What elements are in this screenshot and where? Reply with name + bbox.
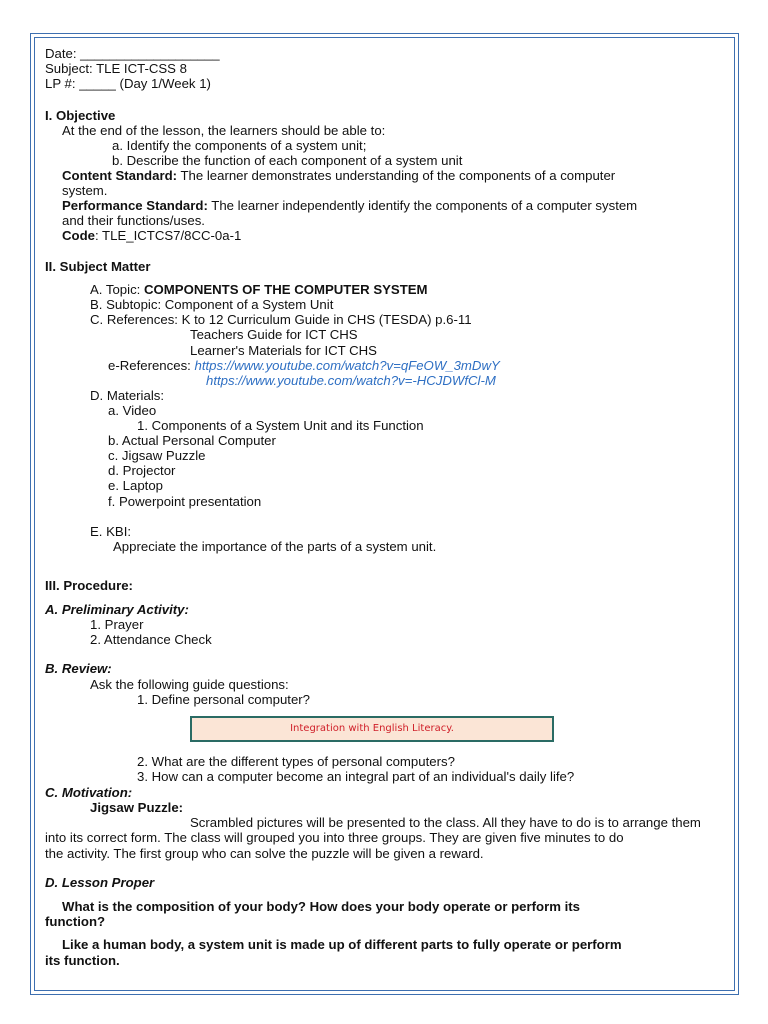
- reference-item: Learner's Materials for ICT CHS: [190, 343, 377, 358]
- e-references-label: e-References:: [108, 358, 195, 373]
- content-standard-label: Content Standard:: [62, 168, 178, 183]
- performance-standard-label: Performance Standard:: [62, 198, 208, 213]
- material-item: b. Actual Personal Computer: [108, 433, 276, 448]
- material-subitem: 1. Components of a System Unit and its Function: [137, 418, 424, 433]
- lesson-question: What is the composition of your body? How does your body operate or perform its: [62, 899, 581, 914]
- objective-item: b. Describe the function of each component of a system unit: [112, 153, 463, 168]
- lesson-statement-cont: its function.: [45, 953, 120, 968]
- subject-line: Subject: TLE ICT-CSS 8: [45, 61, 187, 76]
- date-line: Date: ___________________: [45, 46, 220, 61]
- integration-note-box: Integration with English Literacy.: [190, 716, 554, 742]
- motivation-text: the activity. The first group who can solve the puzzle will be given a reward.: [45, 846, 484, 861]
- code-label: Code: [62, 228, 95, 243]
- lesson-proper-heading: D. Lesson Proper: [45, 875, 155, 890]
- preliminary-heading: A. Preliminary Activity:: [45, 602, 189, 617]
- jigsaw-label: Jigsaw Puzzle:: [90, 800, 184, 815]
- subject-matter-heading: II. Subject Matter: [45, 259, 151, 274]
- references-line: C. References: K to 12 Curriculum Guide in CHS (TESDA) p.6-11: [90, 312, 472, 327]
- objective-item: a. Identify the components of a system unit;: [112, 138, 367, 153]
- review-intro: Ask the following guide questions:: [90, 677, 289, 692]
- e-references-line: [108, 358, 500, 373]
- procedure-heading: III. Procedure:: [45, 578, 133, 593]
- material-item: f. Powerpoint presentation: [108, 494, 262, 509]
- material-item: e. Laptop: [108, 478, 163, 493]
- preliminary-item: 1. Prayer: [90, 617, 144, 632]
- topic-label: A. Topic:: [90, 282, 144, 297]
- code-line: [62, 228, 241, 243]
- review-question: 2. What are the different types of personal computers?: [137, 754, 455, 769]
- motivation-text: Scrambled pictures will be presented to the class. All they have to do is to arrange them: [190, 815, 701, 830]
- objective-heading: I. Objective: [45, 108, 116, 123]
- lesson-question-cont: function?: [45, 914, 106, 929]
- kbi-text: Appreciate the importance of the parts of a system unit.: [113, 539, 437, 554]
- code-text: : TLE_ICTCS7/8CC-0a-1: [94, 228, 242, 243]
- content-standard-cont: system.: [62, 183, 108, 198]
- material-item: d. Projector: [108, 463, 176, 478]
- performance-standard: [62, 198, 637, 213]
- topic-line: [90, 282, 428, 297]
- motivation-heading: C. Motivation:: [45, 785, 133, 800]
- kbi-label: E. KBI:: [90, 524, 132, 539]
- materials-label: D. Materials:: [90, 388, 165, 403]
- review-question: 3. How can a computer become an integral part of an individual's daily life?: [137, 769, 575, 784]
- reference-item: Teachers Guide for ICT CHS: [190, 327, 358, 342]
- e-reference-link[interactable]: https://www.youtube.com/watch?v=qFeOW_3mDwY: [194, 358, 500, 373]
- lp-line: LP #: _____ (Day 1/Week 1): [45, 76, 211, 91]
- objective-intro: At the end of the lesson, the learners should be able to:: [62, 123, 386, 138]
- subtopic-line: B. Subtopic: Component of a System Unit: [90, 297, 334, 312]
- e-reference-link[interactable]: https://www.youtube.com/watch?v=-HCJDWfCl-M: [206, 373, 496, 388]
- material-item: a. Video: [108, 403, 157, 418]
- material-item: c. Jigsaw Puzzle: [108, 448, 206, 463]
- content-standard: [62, 168, 615, 183]
- review-question: 1. Define personal computer?: [137, 692, 311, 707]
- motivation-text: into its correct form. The class will grouped you into three groups. They are given five minutes to do: [45, 830, 624, 845]
- content-standard-text: The learner demonstrates understanding of the components of a computer: [177, 168, 616, 183]
- preliminary-item: 2. Attendance Check: [90, 632, 212, 647]
- lesson-statement: Like a human body, a system unit is made up of different parts to fully operate or perform: [62, 937, 622, 952]
- performance-standard-cont: and their functions/uses.: [62, 213, 205, 228]
- review-heading: B. Review:: [45, 661, 112, 676]
- performance-standard-text: The learner independently identify the components of a computer system: [207, 198, 638, 213]
- topic-value: COMPONENTS OF THE COMPUTER SYSTEM: [144, 282, 428, 297]
